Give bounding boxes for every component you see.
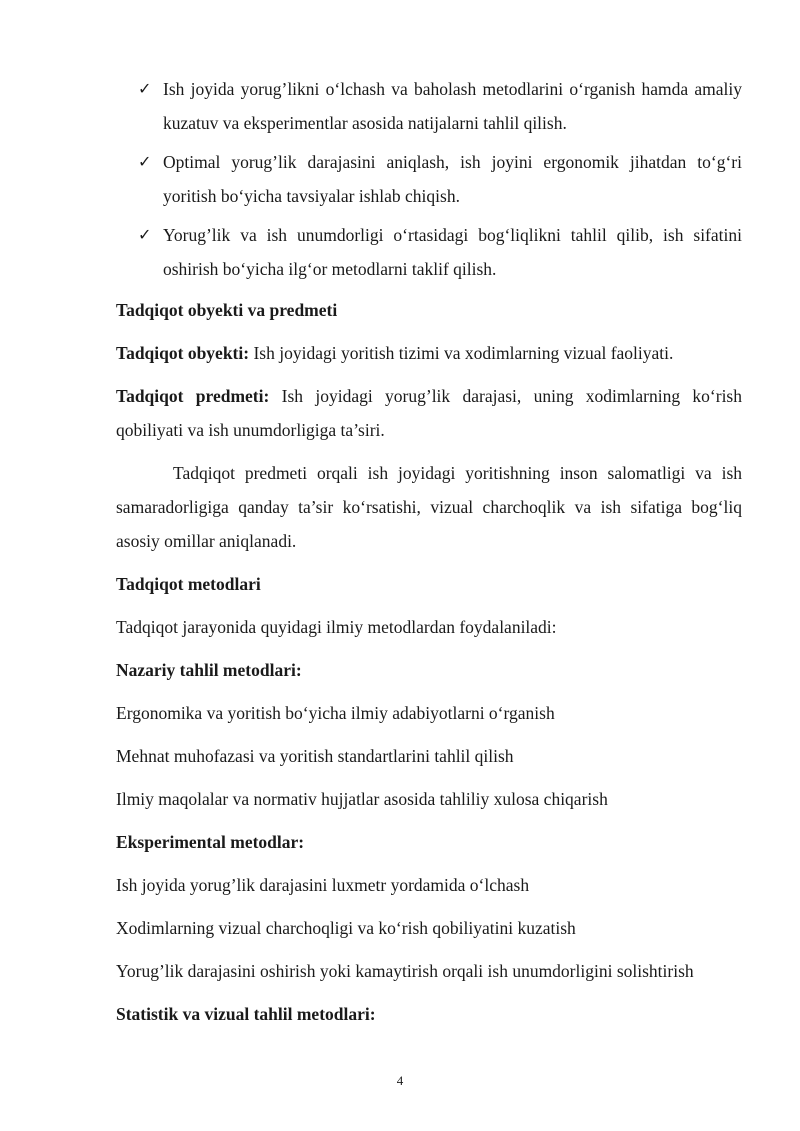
research-object-text: Ish joyidagi yoritish tizimi va xodimlarning vizual faoliyati. <box>249 343 674 363</box>
section-heading-object-subject: Tadqiqot obyekti va predmeti <box>116 300 338 320</box>
method-line: Ilmiy maqolalar va normativ hujjatlar asosida tahliliy xulosa chiqarish <box>116 789 608 809</box>
section-heading-methods: Tadqiqot metodlari <box>116 574 261 594</box>
method-line: Ish joyida yorug’lik darajasini luxmetr yordamida o‘lchash <box>116 875 530 895</box>
research-subject-paragraph <box>116 379 742 447</box>
goal-text: Yorug’lik va ish unumdorligi o‘rtasidagi bog‘liqlikni tahlil qilib, ish sifatini oshirish bo‘yicha ilg‘or metodlarni taklif qilish. <box>163 225 742 279</box>
theoretical-methods-heading: Nazariy tahlil metodlari: <box>116 660 302 680</box>
page-content <box>116 72 742 1040</box>
research-subject-label: Tadqiqot predmeti: <box>116 386 270 406</box>
method-line: Ergonomika va yoritish bo‘yicha ilmiy adabiyotlarni o‘rganish <box>116 703 555 723</box>
goal-text: Optimal yorug’lik darajasini aniqlash, ish joyini ergonomik jihatdan to‘g‘ri yoritish bo‘yicha tavsiyalar ishlab chiqish. <box>163 152 742 206</box>
statistical-methods-heading: Statistik va vizual tahlil metodlari: <box>116 1004 376 1024</box>
method-line: Xodimlarning vizual charchoqligi va ko‘rish qobiliyatini kuzatish <box>116 918 576 938</box>
goal-item <box>116 145 742 213</box>
method-line: Yorug’lik darajasini oshirish yoki kamaytirish orqali ish unumdorligini solishtirish <box>116 961 694 981</box>
experimental-methods-heading: Eksperimental metodlar: <box>116 832 305 852</box>
research-subject-text: Ish joyidagi yorug’lik darajasi, uning xodimlarning ko‘rish qobiliyati va ish unumdorligiga ta’siri. <box>116 386 742 440</box>
goal-text: Ish joyida yorug’likni o‘lchash va baholash metodlarini o‘rganish hamda amaliy kuzatuv va eksperimentlar asosida natijalarni tahlil qilish. <box>163 79 742 133</box>
check-mark-icon: ✓ <box>138 152 152 171</box>
research-object-paragraph <box>116 336 742 370</box>
goal-item <box>116 218 742 286</box>
subject-explanation-paragraph: Tadqiqot predmeti orqali ish joyidagi yoritishning inson salomatligi va ish samaradorligiga qanday ta’sir ko‘rsatishi, vizual charchoqlik va ish sifatiga bog‘liq asosiy omillar aniqlanadi. <box>116 463 742 551</box>
page-number: 4 <box>396 1073 404 1088</box>
check-mark-icon: ✓ <box>138 225 152 244</box>
goal-item <box>116 72 742 140</box>
check-mark-icon: ✓ <box>138 79 152 98</box>
research-object-label: Tadqiqot obyekti: <box>116 343 250 363</box>
method-line: Mehnat muhofazasi va yoritish standartlarini tahlil qilish <box>116 746 514 766</box>
methods-intro: Tadqiqot jarayonida quyidagi ilmiy metodlardan foydalaniladi: <box>116 617 557 637</box>
